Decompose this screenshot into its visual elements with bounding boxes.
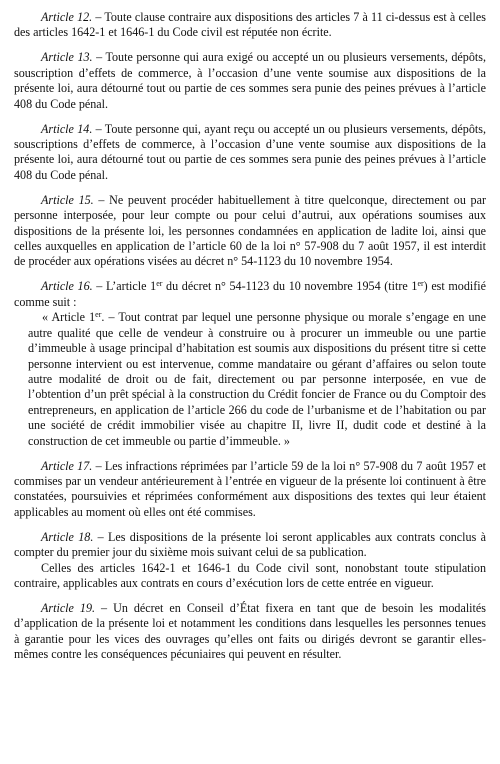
quote-text: « Article 1 — [42, 310, 96, 325]
article-label: Article 17. — [41, 458, 93, 473]
article-13 — [14, 50, 486, 112]
article-14 — [14, 122, 486, 184]
article-label: Article 19. — [41, 600, 96, 615]
article-text: ) est modifié comme suit : — [14, 279, 487, 309]
article-18-continuation — [14, 561, 486, 592]
superscript: er — [417, 279, 424, 289]
quote-text: . – Tout contrat par lequel une personne physique ou morale s’engage en une autre qualité que celle de vendeur à construire ou à procurer un immeuble ou une partie d’immeuble à usage principal d’habitation est soumis aux dispositions du présent titre si cette personne intervient ou est intervenue, comme mandataire ou gérant d’affaires ou selon toute autre modalité de droit ou de fait, directement ou par personne interposée, en vue de l’obtention d’un prêt spécial à la construction du Crédit foncier de France ou du Comptoir des entrepreneurs, en application de l’article 266 du code de l’urbanisme et de l’habitation ou par une société de crédit immobilier visée au chapitre II, livre II, dudit code et destiné à la construction de cet immeuble ou partie d’immeuble. » — [28, 310, 486, 448]
article-text: – Toute clause contraire aux dispositions des articles 7 à 11 ci-dessus est à celles des articles 1642-1 et 1646-1 du Code civil est réputée non écrite. — [14, 10, 486, 40]
article-12 — [14, 10, 486, 41]
article-15 — [14, 193, 486, 270]
article-text: – L’article 1 — [92, 279, 157, 294]
article-16-quotation — [14, 310, 486, 449]
article-text: du décret n° 54-1123 du 10 novembre 1954 (titre 1 — [162, 279, 418, 294]
article-text: – Toute personne qui aura exigé ou accepté un ou plusieurs versements, dépôts, souscription d’effets de commerce, à l’occasion d’une vente soumise aux dispositions de la présente loi, aura détourné tout ou partie de ces sommes sera punie des peines prévues à l’article 408 du Code pénal. — [14, 50, 486, 111]
article-18 — [14, 530, 486, 561]
article-label: Article 14. — [41, 121, 93, 136]
article-text: – Les infractions réprimées par l’article 59 de la loi n° 57-908 du 7 août 1957 et commises par un vendeur antérieurement à l’entrée en vigueur de la présente loi continuent à être constatées, poursuivies et réprimées conformément aux dispositions des textes qui leur étaient applicables au moment où elles ont été commises. — [14, 458, 486, 519]
article-text: – Toute personne qui, ayant reçu ou accepté un ou plusieurs versements, dépôts, souscriptions d’effets de commerce, à l’occasion d’une vente soumise aux dispositions de la présente loi, aura détourné tout ou partie de ces sommes sera punie des peines prévues à l’article 408 du Code pénal. — [14, 121, 486, 182]
article-19 — [14, 601, 486, 663]
article-16 — [14, 279, 486, 310]
document-page — [14, 10, 486, 672]
article-17 — [14, 459, 486, 521]
article-label: Article 15. — [41, 192, 94, 207]
article-text: – Ne peuvent procéder habituellement à titre quelconque, directement ou par personne interposée, pour leur compte ou pour celui d’autrui, aux opérations soumises aux dispositions de la présente loi, les personnes condamnées en application de ladite loi, ainsi que celles auxquelles en application de l’article 60 de la loi n° 57-908 du 7 août 1957, il est interdit de procéder aux opérations visées au décret n° 54-1123 du 10 novembre 1954. — [14, 192, 486, 269]
article-label: Article 12. — [41, 10, 93, 24]
article-label: Article 18. — [41, 529, 94, 544]
article-label: Article 13. — [41, 50, 93, 65]
article-text: – Un décret en Conseil d’État fixera en tant que de besoin les modalités d’application de la présente loi et notamment les conditions dans lesquelles les personnes tenues à garantie pour les vices des ouvrages qu’elles ont faits ou dirigés devront se garantir elles-mêmes contre les conséquences pécuniaires qui peuvent en résulter. — [14, 600, 486, 662]
article-text: Celles des articles 1642-1 et 1646-1 du Code civil sont, nonobstant toute stipulation contraire, applicables aux contrats en cours d’exécution lors de cette entrée en vigueur. — [14, 560, 486, 590]
superscript: er — [95, 310, 102, 320]
article-label: Article 16. — [41, 279, 93, 294]
article-text: – Les dispositions de la présente loi seront applicables aux contrats conclus à compter du premier jour du sixième mois suivant celui de sa publication. — [14, 529, 486, 560]
superscript: er — [156, 279, 163, 289]
